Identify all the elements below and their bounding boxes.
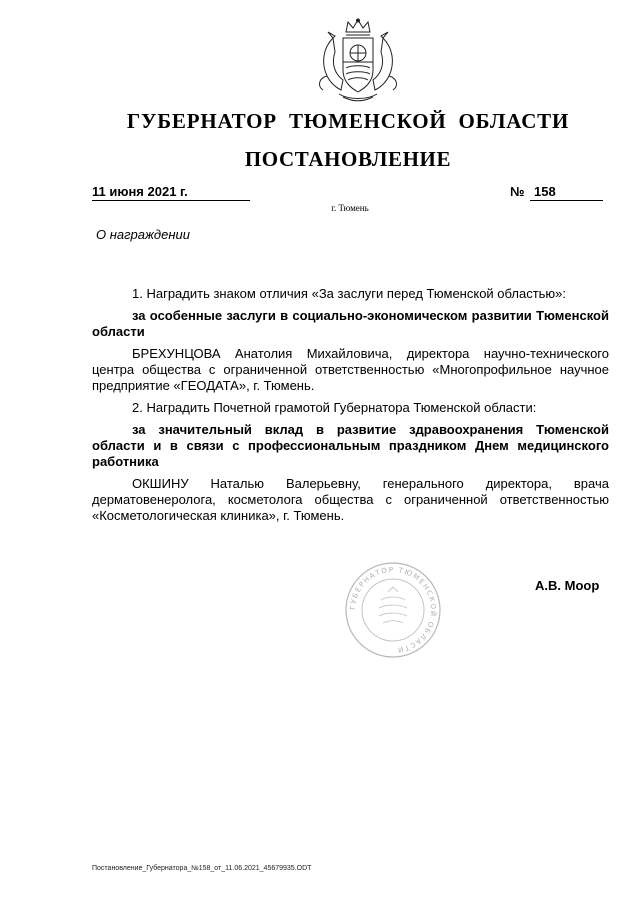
governor-title: ГУБЕРНАТОР ТЮМЕНСКОЙ ОБЛАСТИ (126, 109, 570, 133)
number-sign: № (510, 184, 525, 199)
number-value: 158 (530, 184, 603, 201)
paragraph-2-reason: за значительный вклад в развитие здравоохранения Тюменской области и в связи с профессиональным праздником Днем медицинского работника (92, 422, 609, 469)
document-date: 11 июня 2021 г. (92, 184, 250, 201)
paragraph-2: 2. Наградить Почетной грамотой Губернатора Тюменской области: (132, 400, 537, 415)
document-number (510, 184, 603, 200)
paragraph-1-reason: за особенные заслуги в социально-экономическом развитии Тюменской области (92, 308, 609, 339)
seal-text: ГУБЕРНАТОР ТЮМЕНСКОЙ ОБЛАСТИ (348, 565, 438, 654)
paragraph-2-awardee: ОКШИНУ Наталью Валерьевну, генерального директора, врача дерматовенеролога, косметолога общества с ограниченной ответственностью «Косметологическая клиника», г. Тюмень. (92, 476, 609, 523)
document-body (92, 286, 609, 530)
signatory: А.В. Моор (535, 578, 600, 593)
file-name-footer: Постановление_Губернатора_№158_от_11.06.2021_45679935.ODT (92, 865, 312, 872)
document-type: ПОСТАНОВЛЕНИЕ (244, 147, 452, 171)
official-seal-icon (343, 560, 443, 660)
paragraph-1-awardee: БРЕХУНЦОВА Анатолия Михайловича, директора научно-технического центра общества с ограниченной ответственностью «Многопрофильное научное предприятие «ГЕОДАТА», г. Тюмень. (92, 346, 609, 393)
city: г. Тюмень (331, 203, 369, 213)
coat-of-arms-icon (313, 18, 403, 104)
subject: О награждении (96, 227, 190, 242)
paragraph-1: 1. Наградить знаком отличия «За заслуги перед Тюменской областью»: (132, 286, 567, 301)
